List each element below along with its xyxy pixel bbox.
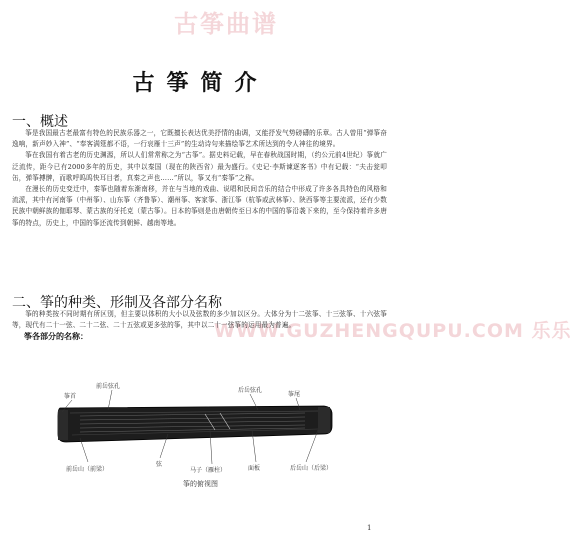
page-title: 古筝简介 — [132, 71, 269, 96]
overview-text — [12, 128, 387, 229]
watermark-top: 古筝曲谱 — [174, 10, 278, 38]
overview-paragraph-3: 在漫长的历史变迁中，秦筝也随着东渐南移，并在与当地的戏曲、说唱和民间音乐的结合中形成了许多各具特色的风格和流派，其中有河南筝（中州筝）、山东筝（齐鲁筝）、潮州筝、客家筝、浙江筝（杭筝或武林筝）、陕西筝等主要流派，还有少数民族中朝鲜族的伽耶琴、蒙古族的牙托克（蒙古筝）。日本的筝则是由唐朝传至日本的中国的筝沿袭下来的，至今保持着许多唐筝的特点，历史上，中国的筝还流传到朝鲜、越南等地。 — [12, 185, 387, 227]
label-zhu: 马子（雁柱） — [190, 467, 227, 474]
label-xian: 弦 — [156, 461, 163, 468]
section-heading-overview: 一、概述 — [12, 114, 68, 130]
page-number: 1 — [367, 524, 372, 532]
zheng-body — [58, 406, 332, 442]
types-paragraph-1: 筝的种类按不同时期有所区别，但主要以体积的大小以及弦数的多少加以区分。大体分为十二弦筝、十三弦筝、十六弦筝等，现代有二十一弦、二十二弦、二十五弦或更多弦的筝，其中以二十一弦筝的运用最为普遍。 — [12, 310, 387, 330]
watermark-middle: WWW.GUZHENGQUPU.COM 乐乐 — [214, 320, 572, 342]
parts-heading: 筝各部分的名称： — [24, 332, 88, 341]
label-qian-yue-shan: 前岳山（前梁） — [66, 466, 109, 473]
types-text — [12, 309, 387, 331]
diagram-caption: 筝的俯视图 — [183, 480, 218, 488]
overview-paragraph-1: 筝是我国最古老最富有特色的民族乐器之一，它既擅长表达优美抒情的曲调，又能抒发气势磅礴的乐章。古人曾用“弹筝奋逸响，新声妙入神”、“奉客满筵都不语，一行哀雁十三声”的生动诗句来描绘筝艺术所达到的令人神往的境界。 — [12, 129, 387, 149]
section-heading-types: 二、筝的种类、形制及各部分名称 — [12, 295, 222, 311]
label-qian-yue-xian-kong: 前岳弦孔 — [96, 383, 121, 390]
zheng-top-view-diagram — [0, 380, 401, 480]
overview-paragraph-2: 筝在我国有着古老的历史渊源，所以人们常常称之为“古筝”。据史料记载，早在春秋战国时期，（约公元前4世纪）筝就广泛流传，距今已有2000多年的历史，其中以秦国（现在的陕西省）最为盛行。《史记·李斯谏逐客书》中有记载：“夫击瓮叩缶，弹筝搏髀，而歌呼呜呜快耳目者，真秦之声也……”所以，筝又有“秦筝”之称。 — [12, 151, 387, 182]
label-mian-ban: 面板 — [248, 465, 261, 472]
label-hou-yue-shan: 后岳山（后梁） — [290, 465, 333, 472]
label-zheng-shou: 筝首 — [64, 393, 77, 400]
label-zheng-wei: 筝尾 — [288, 391, 301, 398]
label-hou-yue-xian-kong: 后岳弦孔 — [238, 387, 263, 394]
